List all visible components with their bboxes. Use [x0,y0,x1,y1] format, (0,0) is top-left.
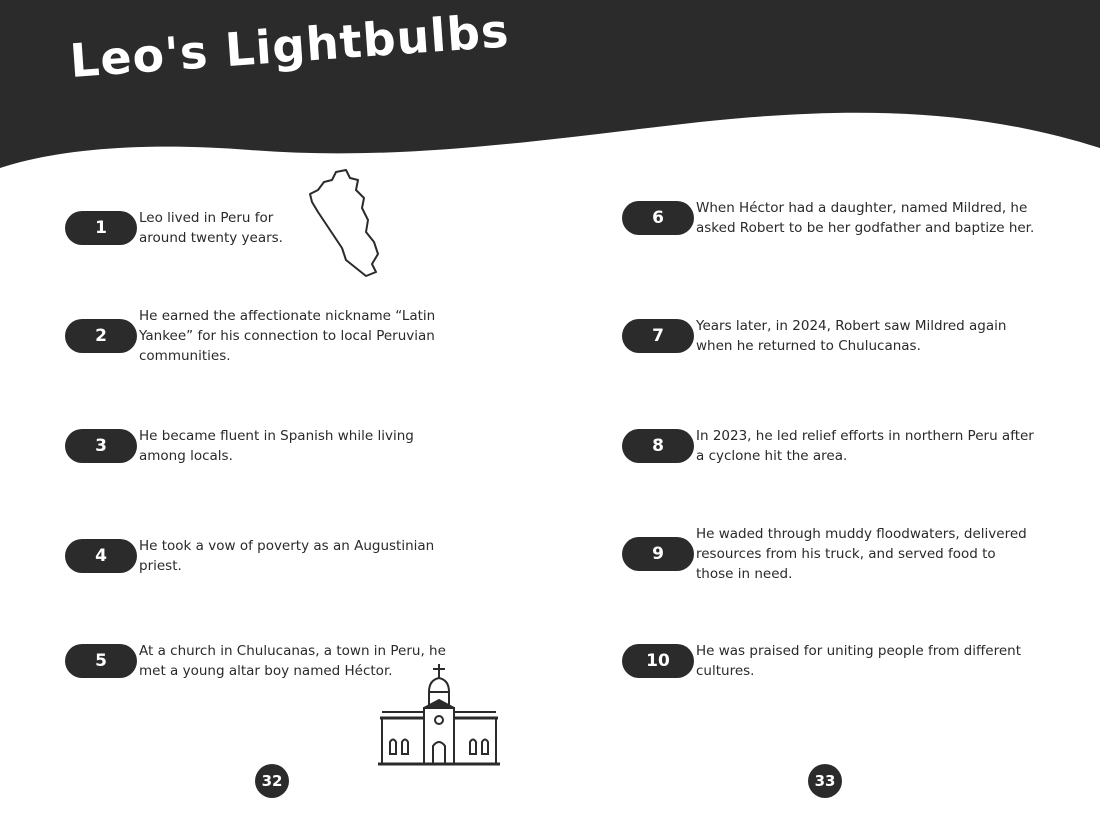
fact-item-5 [65,641,485,681]
page-number-left: 32 [255,764,289,798]
fact-item-7 [622,316,1042,356]
fact-number-badge: 1 [65,211,137,245]
fact-text: He took a vow of poverty as an Augustinian priest. [139,538,435,574]
fact-text: He waded through muddy floodwaters, delivered resources from his truck, and served food to those in need. [696,526,1027,582]
fact-number-badge: 7 [622,319,694,353]
page-number-right: 33 [808,764,842,798]
fact-number-badge: 8 [622,429,694,463]
fact-item-4 [65,536,485,576]
fact-text: He earned the affectionate nickname “Latin Yankee” for his connection to local Peruvian communities. [139,308,436,364]
fact-text: Leo lived in Peru for around twenty years. [139,210,283,246]
fact-number-badge: 4 [65,539,137,573]
fact-item-10 [622,641,1042,681]
fact-text: At a church in Chulucanas, a town in Peru, he met a young altar boy named Héctor. [139,643,446,679]
fact-number-badge: 2 [65,319,137,353]
fact-item-3 [65,426,485,466]
fact-number-badge: 10 [622,644,694,678]
fact-number-badge: 5 [65,644,137,678]
fact-text: Years later, in 2024, Robert saw Mildred again when he returned to Chulucanas. [696,318,1007,354]
page-title: Leo's Lightbulbs [68,3,511,88]
fact-text: In 2023, he led relief efforts in northern Peru after a cyclone hit the area. [696,428,1034,464]
fact-item-9 [622,524,1042,584]
fact-text: He became fluent in Spanish while living among locals. [139,428,414,464]
fact-item-1 [65,208,485,248]
fact-number-badge: 3 [65,429,137,463]
fact-number-badge: 6 [622,201,694,235]
fact-number-badge: 9 [622,537,694,571]
fact-text: When Héctor had a daughter, named Mildred, he asked Robert to be her godfather and baptize her. [696,200,1035,236]
fact-item-2 [65,306,485,366]
fact-item-8 [622,426,1042,466]
fact-text: He was praised for uniting people from different cultures. [696,643,1022,679]
fact-item-6 [622,198,1042,238]
